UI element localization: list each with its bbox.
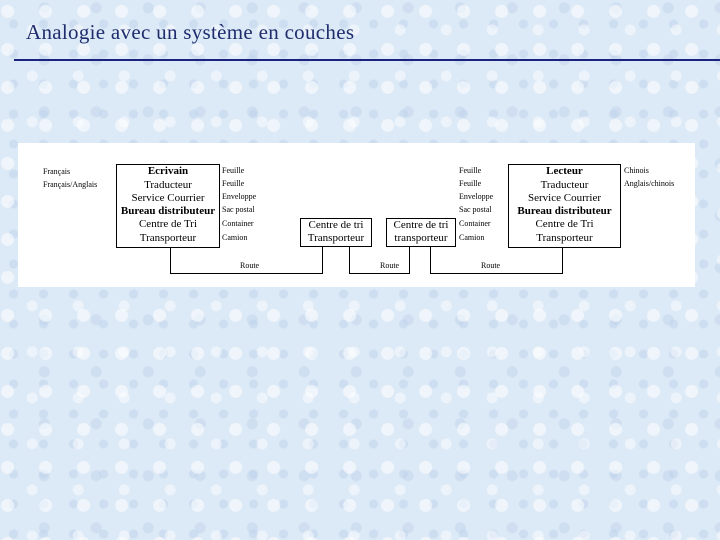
sender-object-container: Container <box>222 219 254 228</box>
sender-layer-transporteur: Transporteur <box>139 232 197 244</box>
receiver-layer-lecteur: Lecteur <box>546 165 583 177</box>
receiver-object-feuille-1: Feuille <box>459 166 482 175</box>
right-label-chinois: Chinois <box>624 166 649 175</box>
route-line-2-left <box>349 246 350 274</box>
sender-object-sac-postal: Sac postal <box>222 205 255 214</box>
route-line-3-left <box>430 246 431 274</box>
left-label-francais: Français <box>43 167 71 176</box>
relay-1-box <box>300 218 372 247</box>
receiver-object-feuille-2: Feuille <box>459 179 482 188</box>
relay-2-transporteur: transporteur <box>394 232 448 244</box>
sender-object-feuille-2: Feuille <box>222 179 245 188</box>
sender-layer-ecrivain: Ecrivain <box>147 165 189 177</box>
relay-2-box <box>386 218 456 247</box>
sender-object-camion: Camion <box>222 233 248 242</box>
sender-layer-traducteur: Traducteur <box>144 179 192 191</box>
route-line-2-bottom <box>349 273 410 274</box>
route-line-2-right <box>409 246 410 274</box>
sender-layer-centre-de-tri: Centre de Tri <box>138 218 198 230</box>
left-label-francais-anglais: Français/Anglais <box>43 180 98 189</box>
receiver-layer-transporteur: Transporteur <box>536 232 593 244</box>
receiver-layer-bureau-distributeur: Bureau distributeur <box>517 205 612 217</box>
receiver-object-camion: Camion <box>459 233 485 242</box>
slide-title: Analogie avec un système en couches <box>26 20 355 44</box>
route-line-1-left <box>170 247 171 274</box>
relay-1-transporteur: Transporteur <box>307 232 365 244</box>
route-line-3-right <box>562 247 563 274</box>
route-label-3: Route <box>481 261 501 270</box>
right-label-anglais-chinois: Anglais/chinois <box>624 179 675 188</box>
route-line-1-right <box>322 246 323 274</box>
receiver-object-container: Container <box>459 219 491 228</box>
sender-layer-service-courrier: Service Courrier <box>131 192 205 204</box>
route-label-1: Route <box>240 261 260 270</box>
relay-1-centre-de-tri: Centre de tri <box>308 219 364 231</box>
receiver-object-sac-postal: Sac postal <box>459 205 492 214</box>
sender-layer-bureau-distributeur: Bureau distributeur <box>120 205 216 217</box>
layered-system-diagram <box>18 143 695 287</box>
relay-2-centre-de-tri: Centre de tri <box>393 219 449 231</box>
sender-object-feuille-1: Feuille <box>222 166 245 175</box>
sender-object-enveloppe: Enveloppe <box>222 192 257 201</box>
receiver-stack <box>508 164 621 248</box>
route-line-3-bottom <box>430 273 563 274</box>
receiver-layer-service-courrier: Service Courrier <box>528 192 601 204</box>
receiver-layer-traducteur: Traducteur <box>540 179 589 191</box>
route-label-2: Route <box>380 261 400 270</box>
receiver-layer-centre-de-tri: Centre de Tri <box>535 218 594 230</box>
sender-stack <box>116 164 220 248</box>
title-underline <box>14 59 720 61</box>
receiver-object-enveloppe: Enveloppe <box>459 192 494 201</box>
route-line-1-bottom <box>170 273 323 274</box>
